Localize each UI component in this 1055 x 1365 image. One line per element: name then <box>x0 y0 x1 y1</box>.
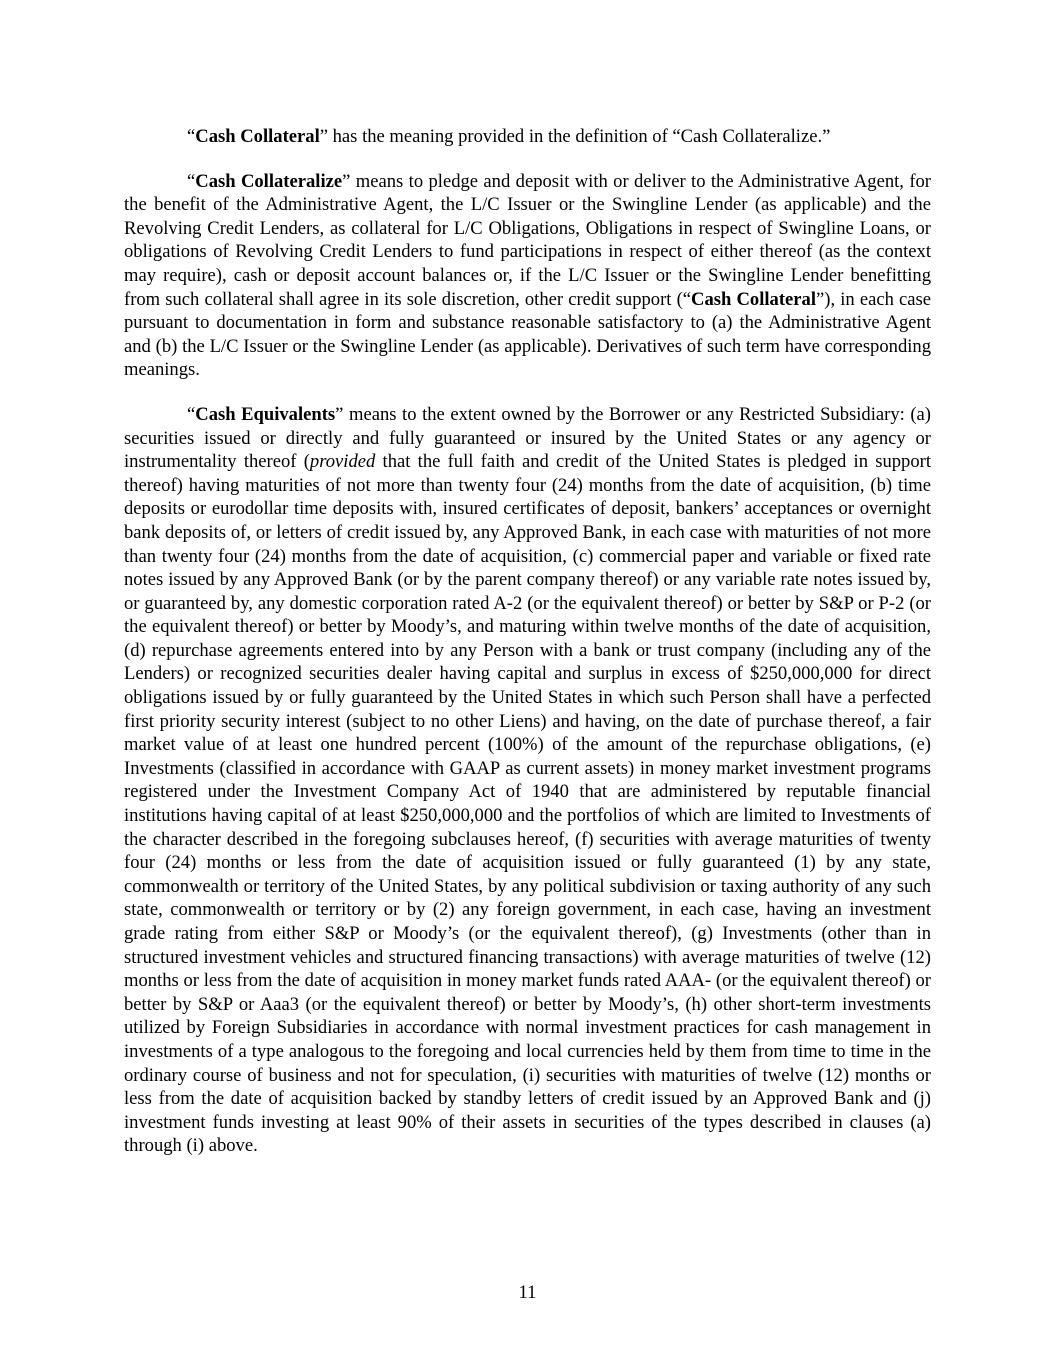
definition-cash-equivalents <box>124 403 931 1158</box>
defined-term: Cash Collateral <box>195 126 320 147</box>
defined-term: Cash Collateralize <box>195 170 343 192</box>
definition-cash-collateral <box>124 125 931 149</box>
open-quote: “ <box>187 126 196 147</box>
definition-text-continued: that the full faith and credit of the United States is pledged in support thereof) having maturities of not more than twenty four (24) months from the date of acquisition, (b) time deposits or eurodollar time deposits with, insured certificates of deposit, bankers’ acceptances or overnight bank deposits of, or letters of credit issued by, any Approved Bank, in each case with maturities of not more than twenty four (24) months from the date of acquisition, (c) commercial paper and variable or fixed rate notes issued by any Approved Bank (or by the parent company thereof) or any variable rate notes issued by, or guaranteed by, any domestic corporation rated A-2 (or the equivalent thereof) or better by S&P or P-2 (or the equivalent thereof) or better by Moody’s, and maturing within twelve months of the date of acquisition, (d) repurchase agreements entered into by any Person with a bank or trust company (including any of the Lenders) or recognized securities dealer having capital and surplus in excess of $250,000,000 for direct obligations issued by or fully guaranteed by the United States in which such Person shall have a perfected first priority security interest (subject to no other Liens) and having, on the date of purchase thereof, a fair market value of at least one hundred percent (100%) of the amount of the repurchase obligations, (e) Investments (classified in accordance with GAAP as current assets) in money market investment programs registered under the Investment Company Act of 1940 that are administered by reputable financial institutions having capital of at least $250,000,000 and the portfolios of which are limited to Investments of the character described in the foregoing subclauses hereof, (f) securities with average maturities of twenty four (24) months or less from the date of acquisition issued or fully guaranteed (1) by any state, commonwealth or territory of the United States, by any political subdivision or taxing authority of any such state, commonwealth or territory or by (2) any foreign government, in each case, having an investment grade rating from either S&P or Moody’s (or the equivalent thereof), (g) Investments (other than in structured investment vehicles and structured financing transactions) with average maturities of twelve (12) months or less from the date of acquisition in money market funds rated AAA- (or the equivalent thereof) or better by S&P or Aaa3 (or the equivalent thereof) or better by Moody’s, (h) other short-term investments utilized by Foreign Subsidiaries in accordance with normal investment practices for cash management in investments of a type analogous to the foregoing and local currencies held by them from time to time in the ordinary course of business and not for speculation, (i) securities with maturities of twelve (12) months or less from the date of acquisition backed by standby letters of credit issued by an Approved Bank and (j) investment funds investing at least 90% of their assets in securities of the types described in clauses (a) through (i) above. <box>124 451 932 1157</box>
definition-text: ” means to the extent owned by the Borrower or any Restricted Subsidiary: (a) securities issued or directly and fully guaranteed or insured by the United States or any agency or instrumentality thereof ( <box>124 403 931 473</box>
open-quote: “ <box>187 403 196 425</box>
open-quote: “ <box>187 170 196 192</box>
document-page <box>124 125 931 1158</box>
definition-text: ” has the meaning provided in the definition of “Cash Collateralize.” <box>319 126 831 147</box>
defined-term: Cash Equivalents <box>195 403 336 425</box>
definition-text-continued: ”), in each case pursuant to documentation in form and substance reasonable satisfactory to (a) the Administrative Agent and (b) the L/C Issuer or the Swingline Lender (as applicable). Derivatives of such term have corresponding meanings. <box>124 288 931 381</box>
inner-defined-term: Cash Collateral <box>691 288 816 310</box>
page-number: 11 <box>518 1282 537 1303</box>
definition-text: ” means to pledge and deposit with or deliver to the Administrative Agent, for the benefit of the Administrative Agent, the L/C Issuer or the Swingline Lender (as applicable) and the Revolving Credit Lenders, as collateral for L/C Obligations, Obligations in respect of Swingline Loans, or obligations of Revolving Credit Lenders to fund participations in respect of either thereof (as the context may require), cash or deposit account balances or, if the L/C Issuer or the Swingline Lender benefitting from such collateral shall agree in its sole discretion, other credit support (“ <box>124 170 932 310</box>
italic-proviso: provided <box>309 451 376 473</box>
definition-cash-collateralize <box>124 170 931 382</box>
